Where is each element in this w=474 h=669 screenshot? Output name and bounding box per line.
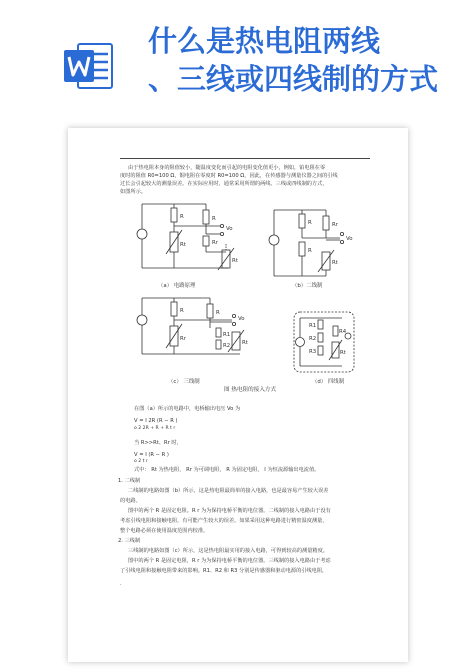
- label-Rr: Rr: [332, 222, 338, 228]
- figure-b-label: （b）二线制: [292, 283, 323, 289]
- label-Vo: Vo: [346, 236, 353, 242]
- label-R: R: [180, 308, 184, 314]
- label-R: R: [180, 214, 184, 220]
- title-line-2: 、三线或四线制的方式: [148, 62, 439, 96]
- label-Rt: Rt: [332, 260, 338, 266]
- figure-caption: 图 热电阻的接入方式: [224, 387, 277, 393]
- label-R4: R4: [339, 329, 347, 335]
- circuit-d: [294, 312, 354, 372]
- title-line-1: 什么是热电阻两线: [148, 24, 381, 58]
- label-Rt: Rt: [180, 242, 186, 248]
- section-line: 的电路。: [120, 498, 141, 504]
- label-R3: R3: [309, 349, 317, 355]
- section-heading: 2. 三线制: [118, 538, 141, 544]
- label-R2: R2: [223, 343, 231, 349]
- intro-line: 由于热电阻本身的阻值较小，随温度变化而引起的电阻变化值更小，例如，铂电阻在零: [128, 165, 326, 171]
- section-line: 二线制的电路如图（b）所示，这是热电阻最简单的接入电路，也是最容易产生较大误差: [128, 488, 329, 494]
- section-line: .: [120, 581, 122, 587]
- label-Rt: Rt: [242, 340, 248, 346]
- section-line: 考虑引线电阻和接触电阻，有可能产生较大的误差。如果采用这种电路进行精密温度测量，: [120, 518, 328, 524]
- label-R: R: [308, 248, 312, 254]
- label-R: R: [216, 310, 220, 316]
- label-Vo: Vo: [238, 316, 245, 322]
- formula-line: V = I 2R (R − R ): [134, 418, 178, 424]
- word-icon: [62, 40, 114, 92]
- formula-line: 在图（a）所示的电路中，电桥输出电压 Vo 为: [134, 406, 241, 412]
- formula-line: o 2 2R + R + R t r: [134, 426, 176, 431]
- formula-line: o 2 t r: [134, 459, 148, 464]
- section-line: 了引线电阻和接触电阻带来的影响。R1、R2 和 R3 分别是传感器和驱动电源的引线电阻，: [120, 568, 328, 574]
- label-R2: R2: [309, 336, 317, 342]
- label-R1: R1: [223, 332, 231, 338]
- figure-a-label: （a） 电路原理: [158, 283, 196, 289]
- label-Vo: Vo: [226, 226, 233, 232]
- formula-line: 当 R>>Rt、Rr 时，: [134, 440, 182, 446]
- circuit-figure: [128, 196, 368, 388]
- label-R1: R1: [309, 323, 317, 329]
- figure-d-label: （d） 四线制: [312, 379, 345, 385]
- intro-line: 如图所示。: [120, 189, 146, 195]
- label-Rr: Rr: [212, 240, 218, 246]
- label-Rt: Rt: [340, 350, 346, 356]
- section-line: 图中的两个 R 是固定电阻，R r 为为保持电桥平衡的电位器。三线制的接入电路由于考虑: [128, 558, 331, 564]
- intro-line: 过长会引起较大的测量误差。在实际应用时，通常采用所谓的两线、三线或四线制的方式，: [120, 181, 328, 187]
- figure-c-label: （c） 三线制: [168, 379, 200, 385]
- formula-line: 式中： Rt 为热电阻， Rr 为可调电阻， R 为固定电阻， I 为恒流源输出电流值。: [134, 467, 320, 473]
- section-line: 整个电路必须在使用温度范围内校准。: [120, 528, 209, 534]
- section-heading: 1. 二线制: [118, 478, 141, 484]
- formula-line: V = I (R − R ): [134, 452, 169, 458]
- circuit-a: [137, 204, 234, 270]
- label-R: R: [212, 216, 216, 222]
- label-Rt: Rt: [232, 258, 238, 264]
- label-R: R: [308, 220, 312, 226]
- page-title: [148, 22, 468, 98]
- section-line: 三线制的电路如图（c）所示，这是热电阻最实用的接入电路，可得到较高的测量精度。: [128, 548, 328, 554]
- header-rule: [120, 158, 370, 159]
- circuit-b: [269, 210, 344, 276]
- section-line: 图中的两个 R 是固定电阻。R r 为为保持电桥平衡的电位器。二线制的接入电路由于没有: [128, 508, 331, 514]
- intro-line: 度时的阻值 R0=100 Ω，铜电阻在零度时 R0=100 Ω，因此，在传感器与测量仪器之间的引线: [120, 173, 338, 179]
- label-Rr: Rr: [180, 336, 186, 342]
